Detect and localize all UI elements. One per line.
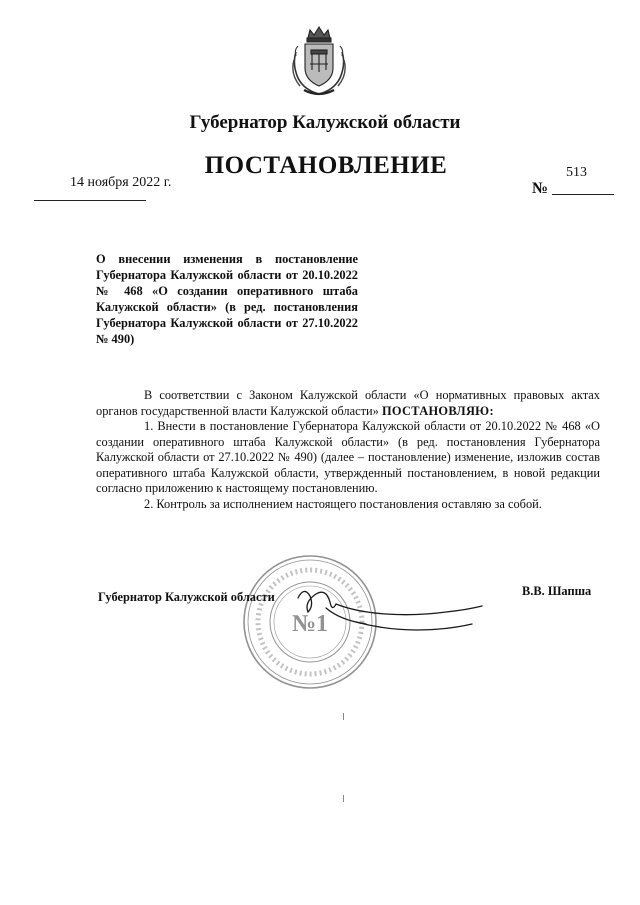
- document-subject: О внесении изменения в постановление Губернатора Калужской области от 20.10.2022 № 468 «О создании оперативного штаба Калужской области» (в ред. постановления Губернатора Калужской области от 27.10.2022 № 490): [96, 252, 358, 346]
- scan-artifact: [343, 713, 344, 720]
- scan-artifact: [343, 795, 344, 802]
- document-number: 513: [566, 165, 587, 180]
- document-date: 14 ноября 2022 г.: [70, 175, 172, 190]
- signatory-name: В.В. Шапша: [522, 584, 592, 598]
- item-1: 1. Внести в постановление Губернатора Калужской области от 20.10.2022 № 468 «О создании оперативного штаба Калужской области» (в ред. постановления Губернатора Калужской области от 27.10.2022 № 490) (далее – постановление) изменение, изложив состав оперативного штаба Калужской области, утвержденный постановлением, в новой редакции согласно приложению к настоящему постановлению.: [96, 419, 600, 495]
- handwritten-signature-icon: [296, 578, 486, 648]
- intro-paragraph: [96, 388, 600, 419]
- item-2: 2. Контроль за исполнением настоящего постановления оставляю за собой.: [144, 496, 542, 511]
- number-label: №: [532, 180, 549, 197]
- decree-word: ПОСТАНОВЛЯЮ:: [381, 403, 494, 418]
- intro-text: В соответствии с Законом Калужской области «О нормативных правовых актах органов государственной власти Калужской области»: [96, 388, 600, 418]
- document-body: [96, 388, 600, 512]
- seal-number: №1: [291, 611, 329, 637]
- document-type-title: ПОСТАНОВЛЕНИЕ: [204, 152, 448, 179]
- issuing-authority: Губернатор Калужской области: [189, 112, 461, 133]
- coat-of-arms-icon: [290, 24, 348, 100]
- signatory-title: Губернатор Калужской области: [98, 590, 275, 604]
- number-underline: [552, 194, 614, 195]
- date-underline: [34, 200, 146, 201]
